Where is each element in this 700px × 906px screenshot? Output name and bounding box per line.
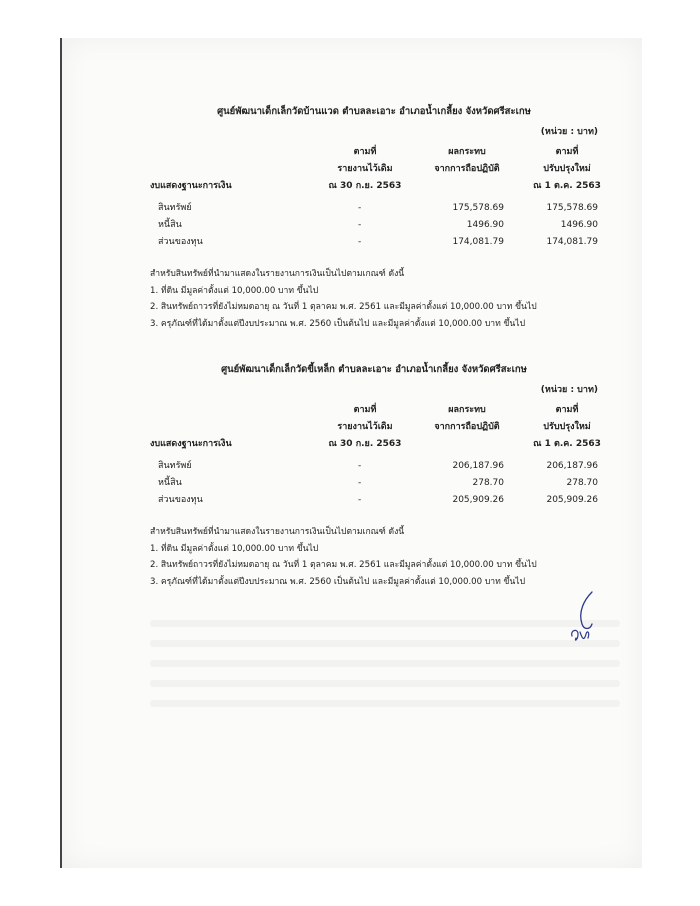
table-row: สินทรัพย์ - 175,578.69 175,578.69 xyxy=(158,203,598,213)
table-header xyxy=(150,144,601,196)
bleed-through-mark xyxy=(150,680,620,687)
table-body xyxy=(150,200,598,251)
header-original: ตามที่ รายงานไว้เดิม ณ 30 ก.ย. 2563 xyxy=(328,147,402,191)
criteria-notes: สำหรับสินทรัพย์ที่นำมาแสดงในรายงานการเงินเป็นไปตามเกณฑ์ ดังนี้ 1. ที่ดิน มีมูลค่าตั้งแต่ 10,000.00 บาท ขึ้นไป 2. สินทรัพย์ถาวรที่ยังไม่หมดอายุ ณ วันที่ 1 ตุลาคม พ.ศ. 2561 และมีมูลค่าตั้งแต่ 10,000.00 บาท ขึ้นไป 3. ครุภัณฑ์ที่ได้มาตั้งแต่ปีงบประมาณ พ.ศ. 2560 เป็นต้นไป และมีมูลค่าตั้งแต่ 10,000.00 บาท ขึ้นไป xyxy=(150,269,537,329)
header-statement-label: งบแสดงฐานะการเงิน xyxy=(150,439,232,449)
header-adjusted: ตามที่ ปรับปรุงใหม่ ณ 1 ต.ค. 2563 xyxy=(533,147,601,191)
header-statement-label: งบแสดงฐานะการเงิน xyxy=(150,181,232,191)
criteria-notes: สำหรับสินทรัพย์ที่นำมาแสดงในรายงานการเงินเป็นไปตามเกณฑ์ ดังนี้ 1. ที่ดิน มีมูลค่าตั้งแต่ 10,000.00 บาท ขึ้นไป 2. สินทรัพย์ถาวรที่ยังไม่หมดอายุ ณ วันที่ 1 ตุลาคม พ.ศ. 2561 และมีมูลค่าตั้งแต่ 10,000.00 บาท ขึ้นไป 3. ครุภัณฑ์ที่ได้มาตั้งแต่ปีงบประมาณ พ.ศ. 2560 เป็นต้นไป และมีมูลค่าตั้งแต่ 10,000.00 บาท ขึ้นไป xyxy=(150,527,537,587)
header-adjusted: ตามที่ ปรับปรุงใหม่ ณ 1 ต.ค. 2563 xyxy=(533,405,601,449)
bleed-through-mark xyxy=(150,640,620,647)
table-row: หนี้สิน - 278.70 278.70 xyxy=(158,478,598,488)
section-title: ศูนย์พัฒนาเด็กเล็กวัดขี้เหล็ก ตำบลละเอาะ อำเภอน้ำเกลี้ยง จังหวัดศรีสะเกษ xyxy=(221,364,527,375)
table-row: สินทรัพย์ - 206,187.96 206,187.96 xyxy=(158,461,598,471)
header-original: ตามที่ รายงานไว้เดิม ณ 30 ก.ย. 2563 xyxy=(328,405,402,449)
bleed-through-mark xyxy=(150,700,620,707)
table-row: หนี้สิน - 1496.90 1496.90 xyxy=(158,220,598,230)
bleed-through-mark xyxy=(150,620,620,627)
table-row: ส่วนของทุน - 174,081.79 174,081.79 xyxy=(158,237,598,247)
signature-icon xyxy=(566,590,600,646)
table-body xyxy=(150,458,598,509)
section-khi-lek xyxy=(150,362,601,590)
header-effect: ผลกระทบ จากการถือปฏิบัติ xyxy=(434,405,500,432)
unit-label: (หน่วย : บาท) xyxy=(540,127,598,137)
header-effect: ผลกระทบ จากการถือปฏิบัติ xyxy=(434,147,500,174)
unit-label: (หน่วย : บาท) xyxy=(540,385,598,395)
section-ban-waed xyxy=(150,104,601,332)
table-header xyxy=(150,402,601,454)
section-title: ศูนย์พัฒนาเด็กเล็กวัดบ้านแวด ตำบลละเอาะ อำเภอน้ำเกลี้ยง จังหวัดศรีสะเกษ xyxy=(217,106,531,117)
bleed-through-mark xyxy=(150,660,620,667)
table-row: ส่วนของทุน - 205,909.26 205,909.26 xyxy=(158,495,598,505)
